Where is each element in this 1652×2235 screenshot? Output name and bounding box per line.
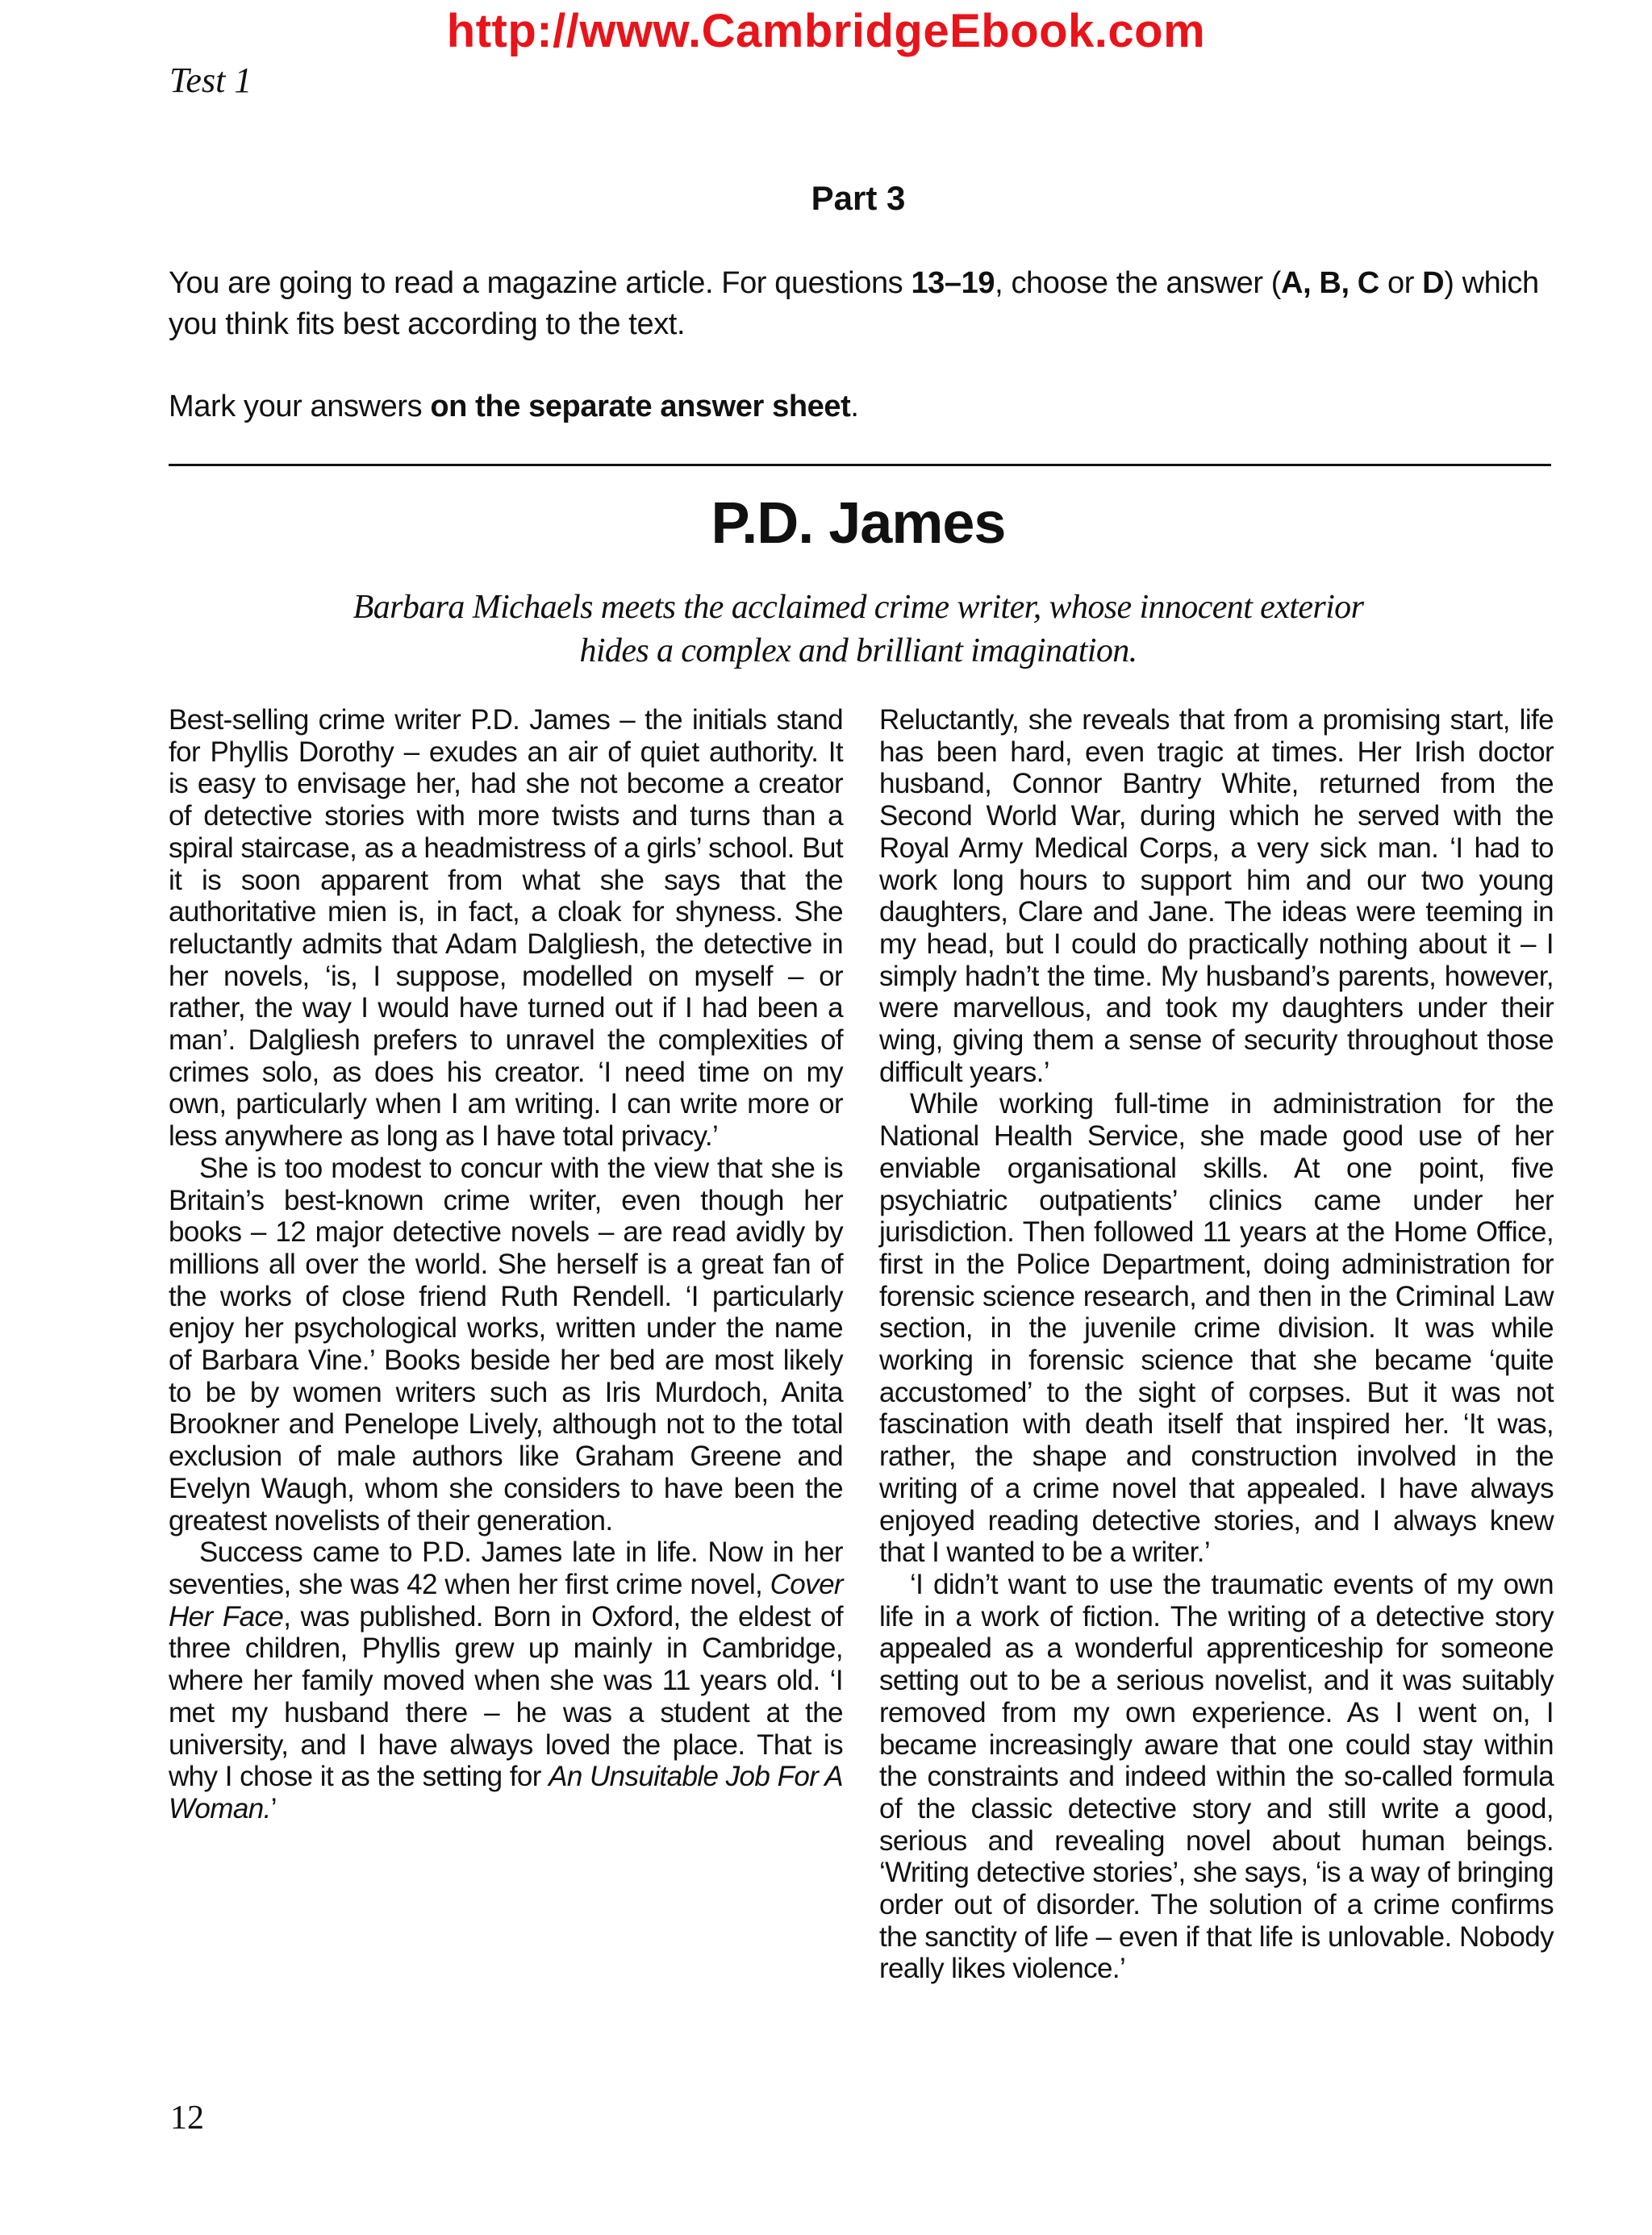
standfirst-line-2: hides a complex and brilliant imagination.: [579, 632, 1137, 669]
running-header: Test 1: [169, 60, 252, 100]
article-column-left: [169, 704, 843, 1825]
article-paragraph-3: Success came to P.D. James late in life. Now in her seventies, she was 42 when her first crime novel, Cover Her Face, was published. Born in Oxford, the eldest of three children, Phyllis grew up mainly in Cambridge, where her family moved when she was 11 years old. ‘I met my husband there – he was a student at the university, and I have always loved the place. That is why I chose it as the setting for An Unsuitable Job For A Woman.’: [169, 1537, 844, 1824]
article-title: P.D. James: [711, 491, 1006, 556]
instructions-line-1: You are going to read a magazine article. For questions 13–19, choose the answer (A, B, C or D) which you think fits best according to the text.: [169, 266, 1539, 341]
article-paragraph-5: While working full-time in administration for the National Health Service, she made good use of her enviable organisational skills. At one point, five psychiatric outpatients’ clinics came under her jurisdiction. Then followed 11 years at the Home Office, first in the Police Department, doing administration for forensic science research, and then in the Criminal Law section, in the juvenile crime division. It was while working in forensic science that she became ‘quite accustomed’ to the sight of corpses. But it was not fascination with death itself that inspired her. ‘It was, rather, the shape and construction involved in the writing of a crime novel that appealed. I have always enjoyed reading detective stories, and I always knew that I wanted to be a writer.’: [879, 1088, 1554, 1569]
article-paragraph-6: ‘I didn’t want to use the traumatic events of my own life in a work of fiction. The writing of a detective story appealed as a wonderful apprenticeship for someone setting out to be a serious novelist, and it was suitably removed from my own experience. As I went on, I became increasingly aware that one could stay within the constraints and indeed within the so-called formula of the classic detective story and still write a good, serious and revealing novel about human beings. ‘Writing detective stories’, she says, ‘is a way of bringing order out of disorder. The solution of a crime confirms the sanctity of life – even if that life is unlovable. Nobody really likes violence.’: [879, 1568, 1554, 1985]
article-paragraph-4-continued: Reluctantly, she reveals that from a promising start, life has been hard, even tragic at times. Her Irish doctor husband, Connor Bantry White, returned from the Second World War, during which he served with the Royal Army Medical Corps, a very sick man. ‘I had to work long hours to support him and our two young daughters, Clare and Jane. The ideas were teeming in my head, but I could do practically nothing about it – I simply hadn’t the time. My husband’s parents, however, were marvellous, and took my daughters under their wing, giving them a sense of security throughout those difficult years.’: [879, 704, 1554, 1088]
watermark-url: http://www.CambridgeEbook.com: [446, 5, 1206, 57]
part-title: Part 3: [811, 179, 906, 217]
page-number: 12: [170, 2099, 204, 2137]
divider-rule: [169, 464, 1551, 466]
instructions-line-2: Mark your answers on the separate answer sheet.: [169, 390, 859, 423]
article-paragraph-1: Best-selling crime writer P.D. James – the initials stand for Phyllis Dorothy – exudes an air of quiet authority. It is easy to envisage her, had she not become a creator of detective stories with more twists and turns than a spiral staircase, as a headmistress of a girls’ school. But it is soon apparent from what she says that the authoritative mien is, in fact, a cloak for shyness. She reluctantly admits that Adam Dalgliesh, the detective in her novels, ‘is, I suppose, modelled on myself – or rather, the way I would have turned out if I had been a man’. Dalgliesh prefers to unravel the complexities of crimes solo, as does his creator. ‘I need time on my own, particularly when I am writing. I can write more or less anywhere as long as I have total privacy.’: [169, 704, 843, 1153]
article-standfirst: [307, 586, 1410, 673]
article-column-right: [879, 704, 1554, 1985]
book-title-cover-her-face: Cover Her Face: [169, 1568, 843, 1632]
book-title-unsuitable-job: An Unsuitable Job For A Woman.: [169, 1761, 844, 1824]
standfirst-line-1: Barbara Michaels meets the acclaimed crime writer, whose innocent exterior: [353, 589, 1364, 626]
instructions: [169, 263, 1556, 427]
article-paragraph-2: She is too modest to concur with the view that she is Britain’s best-known crime writer, even though her books – 12 major detective novels – are read avidly by millions all over the world. She herself is a great fan of the works of close friend Ruth Rendell. ‘I particularly enjoy her psychological works, written under the name of Barbara Vine.’ Books beside her bed are most likely to be by women writers such as Iris Murdoch, Anita Brookner and Penelope Lively, although not to the total exclusion of male authors like Graham Greene and Evelyn Waugh, whom she considers to have been the greatest novelists of their generation.: [169, 1152, 843, 1537]
